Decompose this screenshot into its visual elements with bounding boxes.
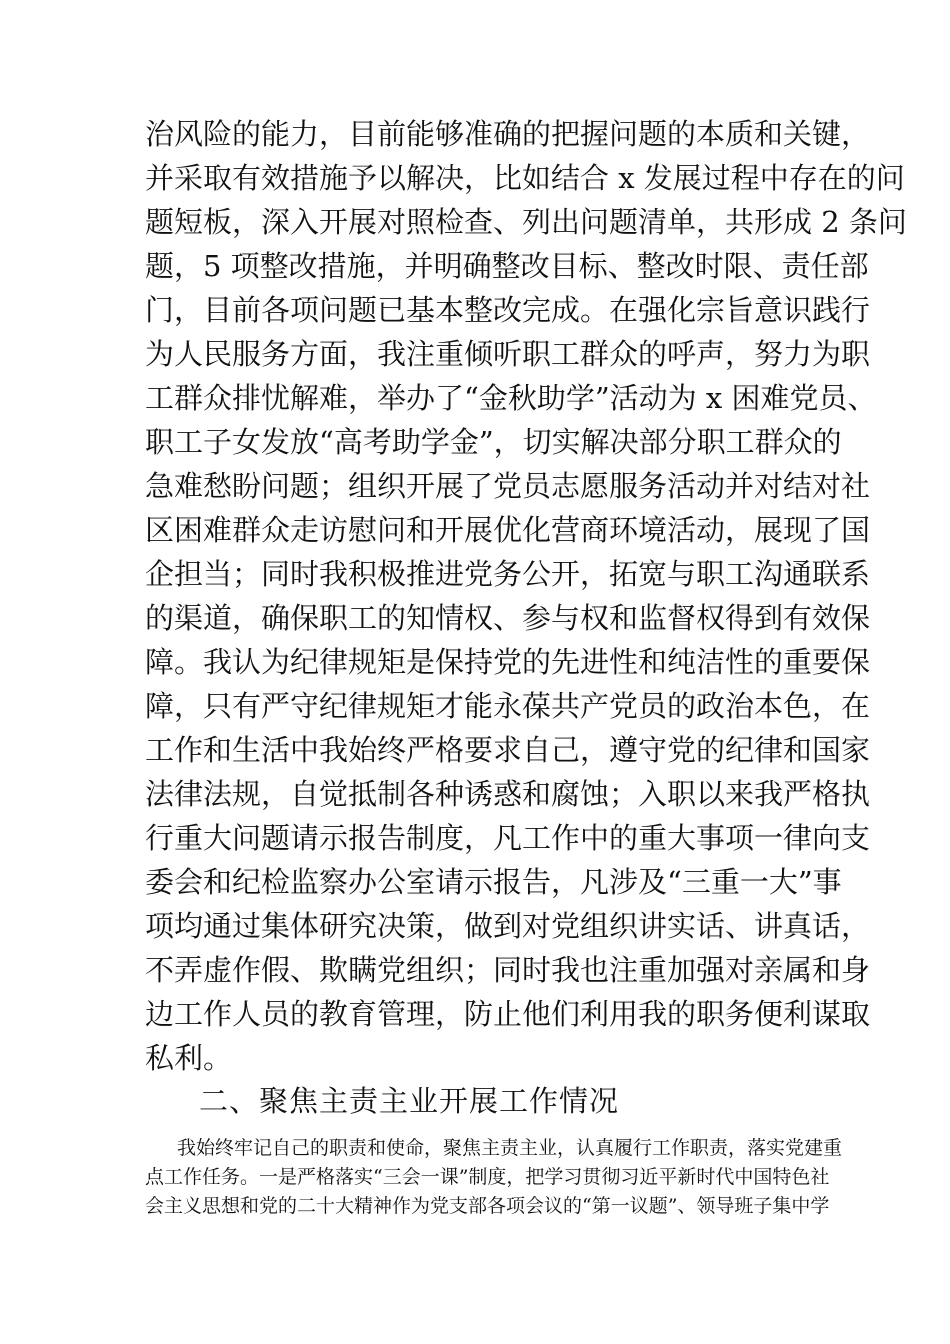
paragraph-line: 为人民服务方面，我注重倾听职工群众的呼声，努力为职: [145, 337, 871, 371]
paragraph-line: 工作和生活中我始终严格要求自己，遵守党的纪律和国家: [145, 733, 871, 767]
paragraph-line: 题，5 项整改措施，并明确整改目标、整改时限、责任部: [145, 249, 869, 283]
paragraph-line: 职工子女发放“高考助学金”，切实解决部分职工群众的: [145, 425, 842, 459]
paragraph-line: 急难愁盼问题；组织开展了党员志愿服务活动并对结对社: [145, 469, 871, 503]
paragraph-line: 障。我认为纪律规矩是保持党的先进性和纯洁性的重要保: [145, 645, 871, 679]
paragraph-line: 企担当；同时我积极推进党务公开，拓宽与职工沟通联系: [145, 557, 871, 591]
paragraph-line-last: 私利。: [145, 1041, 233, 1075]
paragraph-line: 行重大问题请示报告制度，凡工作中的重大事项一律向支: [145, 821, 871, 855]
paragraph-line: 项均通过集体研究决策，做到对党组织讲实话、讲真话，: [145, 909, 871, 943]
paragraph-line: 工群众排忧解难，举办了“金秋助学”活动为 x 困难党员、: [145, 381, 877, 415]
paragraph-line: 并采取有效措施予以解决，比如结合 x 发展过程中存在的问: [145, 161, 905, 195]
section-paragraph-line: 点工作任务。一是严格落实“三会一课”制度，把学习贯彻习近平新时代中国特色社: [145, 1166, 830, 1188]
paragraph-line: 障，只有严守纪律规矩才能永葆共产党员的政治本色，在: [145, 689, 871, 723]
paragraph-line: 区困难群众走访慰问和开展优化营商环境活动，展现了国: [145, 513, 871, 547]
paragraph-line: 边工作人员的教育管理，防止他们利用我的职务便利谋取: [145, 997, 871, 1031]
paragraph-line: 不弄虚作假、欺瞒党组织；同时我也注重加强对亲属和身: [145, 953, 871, 987]
section-heading: 二、聚焦主责主业开展工作情况: [199, 1084, 620, 1118]
paragraph-line: 门，目前各项问题已基本整改完成。在强化宗旨意识践行: [145, 293, 871, 327]
paragraph-line: 的渠道，确保职工的知情权、参与权和监督权得到有效保: [145, 601, 871, 635]
paragraph-line: 法律法规，自觉抵制各种诱惑和腐蚀；入职以来我严格执: [145, 777, 871, 811]
paragraph-line: 治风险的能力，目前能够准确的把握问题的本质和关键，: [145, 117, 871, 151]
section-paragraph-line: 我始终牢记自己的职责和使命，聚焦主责主业，认真履行工作职责，落实党建重: [177, 1137, 843, 1159]
paragraph-line: 委会和纪检监察办公室请示报告，凡涉及“三重一大”事: [145, 865, 842, 899]
paragraph-line: 题短板，深入开展对照检查、列出问题清单，共形成 2 条问: [145, 205, 907, 239]
section-paragraph-line: 会主义思想和党的二十大精神作为党支部各项会议的“第一议题”、领导班子集中学: [145, 1195, 830, 1217]
